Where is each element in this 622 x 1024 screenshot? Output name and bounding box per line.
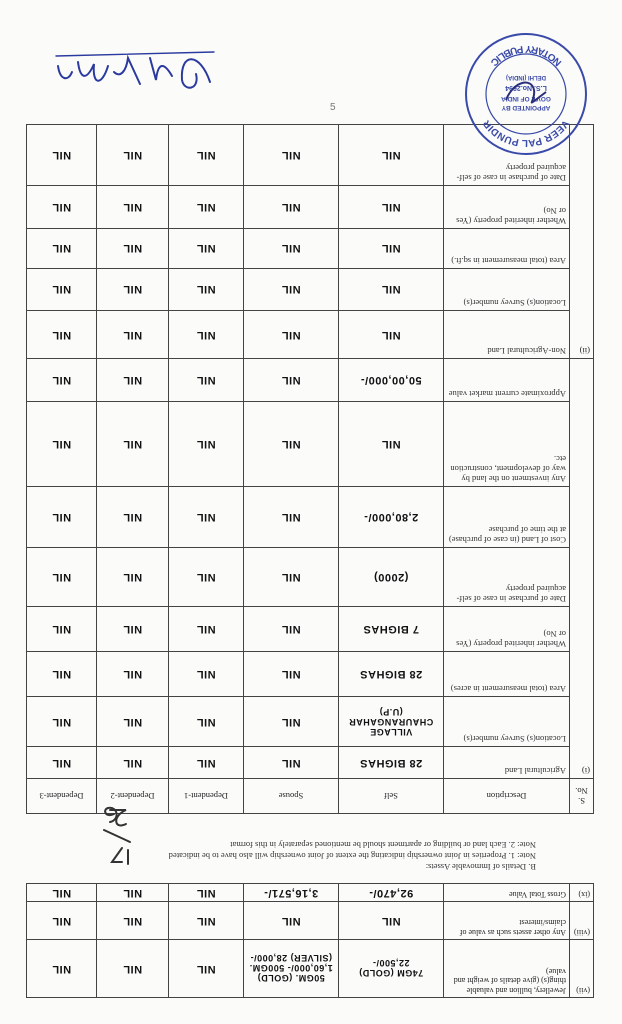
table-row (27, 359, 594, 402)
table-row (27, 486, 594, 547)
dep1-value: NIL (169, 548, 244, 607)
row-description: Area (total measurement in sq.ft.) (444, 228, 570, 268)
header-dependent-1: Dependent-1 (169, 779, 244, 814)
note-1: Note: 1. Properties in Joint ownership indicating the extent of Joint ownership will also have to be indicated (168, 851, 536, 861)
dep2-value: NIL (97, 228, 169, 268)
dep3-value: NIL (27, 747, 97, 779)
dep1-value: NIL (169, 359, 244, 402)
header-dependent-2: Dependent-2 (97, 779, 169, 814)
table-row (27, 186, 594, 229)
movable-assets-table (26, 883, 594, 998)
dep3-value: NIL (27, 268, 97, 311)
stamp-center-2: GOVT. OF INDIA (501, 95, 551, 102)
dep2-value: NIL (97, 651, 169, 696)
table-row (27, 268, 594, 311)
self-value: (2000) (339, 548, 444, 607)
note-2: Note: 2. Each land or building or apartment should be mentioned separately in this format (230, 840, 536, 850)
dep3-value: NIL (27, 651, 97, 696)
row-description: Date of purchase in case of self-acquired property (444, 125, 570, 186)
spouse-value: NIL (244, 606, 339, 651)
self-value: NIL (339, 902, 444, 940)
spouse-value: NIL (244, 486, 339, 547)
row-number: (viii) (570, 902, 594, 940)
section-number: (i) (570, 359, 594, 779)
row-number: (ix) (570, 884, 594, 902)
dep1-value: NIL (169, 696, 244, 747)
row-description: Location(s) Survey number(s) (444, 268, 570, 311)
table-row (27, 940, 594, 998)
row-description: Date of purchase in case of self-acquired property (444, 548, 570, 607)
spouse-value: NIL (244, 651, 339, 696)
dep3-value: NIL (27, 311, 97, 359)
dep3-value: NIL (27, 186, 97, 229)
dep2-value: NIL (97, 401, 169, 486)
row-description: Gross Total Value (444, 884, 570, 902)
dep1-value: NIL (169, 651, 244, 696)
dep3-value: NIL (27, 228, 97, 268)
dep2-value: NIL (97, 186, 169, 229)
spouse-value: 3,16,571/- (244, 884, 339, 902)
notary-stamp (462, 30, 590, 158)
row-description: Whether inherited property (Yes or No) (444, 606, 570, 651)
table-row (27, 747, 594, 779)
table-row (27, 651, 594, 696)
spouse-value: NIL (244, 228, 339, 268)
dep2-value: NIL (97, 747, 169, 779)
dep3-value: NIL (27, 940, 97, 998)
dep2-value: NIL (97, 486, 169, 547)
row-description: Location(s) Survey number(s) (444, 696, 570, 747)
row-description: Area (total measurement in acres) (444, 651, 570, 696)
spouse-value: 50GM. (GOLD) 1,60,000/- 500GM.(SILVER) 28,000/- (244, 940, 339, 998)
row-description: Any investment on the land by way of development, construction etc. (444, 401, 570, 486)
table-row (27, 228, 594, 268)
header-sno: S. No. (570, 779, 594, 814)
stamp-city: DELHI (INDIA) (506, 74, 546, 80)
dep1-value: NIL (169, 486, 244, 547)
self-value: 50,00,000/- (339, 359, 444, 402)
table-row (27, 884, 594, 902)
dep3-value: NIL (27, 401, 97, 486)
header-spouse: Spouse (244, 779, 339, 814)
dep2-value: NIL (97, 125, 169, 186)
row-description: Non-Agricultural Land (444, 311, 570, 359)
table-row (27, 401, 594, 486)
self-value: 28 BIGHAS (339, 747, 444, 779)
dep1-value: NIL (169, 747, 244, 779)
dep3-value: NIL (27, 606, 97, 651)
immovable-assets-table (26, 124, 594, 814)
row-description: Whether inherited property (Yes or No) (444, 186, 570, 229)
header-dependent-3: Dependent-3 (27, 779, 97, 814)
spouse-value: NIL (244, 401, 339, 486)
self-value: 74GM (GOLD) 22,500/- (339, 940, 444, 998)
row-description: Jewellery, bullion and valuable thing(s) (give details of weight and value) (444, 940, 570, 998)
table-row (27, 902, 594, 940)
spouse-value: NIL (244, 186, 339, 229)
dep1-value: NIL (169, 884, 244, 902)
dep2-value: NIL (97, 359, 169, 402)
dep1-value: NIL (169, 268, 244, 311)
stamp-bottom-text: NOTARY PUBLIC (487, 42, 565, 68)
dep3-value: NIL (27, 486, 97, 547)
self-value: VILLAGE CHAURANGAHAR (U.P) (339, 696, 444, 747)
spouse-value: NIL (244, 268, 339, 311)
dep1-value: NIL (169, 311, 244, 359)
self-value: NIL (339, 125, 444, 186)
section-number: (ii) (570, 125, 594, 359)
dep3-value: NIL (27, 902, 97, 940)
table-row (27, 606, 594, 651)
stamp-center-1: APPOINTED BY (501, 104, 551, 111)
table-row (27, 311, 594, 359)
dep1-value: NIL (169, 125, 244, 186)
page-number: 5 (330, 102, 336, 113)
row-description: Cost of Land (in case of purchase) at the time of purchase (444, 486, 570, 547)
self-value: NIL (339, 401, 444, 486)
self-value: NIL (339, 268, 444, 311)
self-value: 92,470/- (339, 884, 444, 902)
dep3-value: NIL (27, 548, 97, 607)
dep3-value: NIL (27, 884, 97, 902)
self-value: NIL (339, 311, 444, 359)
dep1-value: NIL (169, 186, 244, 229)
dep2-value: NIL (97, 940, 169, 998)
table-row (27, 696, 594, 747)
dep3-value: NIL (27, 359, 97, 402)
spouse-value: NIL (244, 902, 339, 940)
self-value: 7 BIGHAS (339, 606, 444, 651)
row-description: Any other assets such as value of claims/interest (444, 902, 570, 940)
dep1-value: NIL (169, 902, 244, 940)
self-value: 2,80,000/- (339, 486, 444, 547)
dep2-value: NIL (97, 311, 169, 359)
dep1-value: NIL (169, 228, 244, 268)
stamp-top-text: VEER PAL PUNDIR (481, 117, 571, 149)
dep2-value: NIL (97, 548, 169, 607)
dep3-value: NIL (27, 125, 97, 186)
signature (50, 42, 220, 102)
spouse-value: NIL (244, 696, 339, 747)
dep2-value: NIL (97, 884, 169, 902)
dep1-value: NIL (169, 940, 244, 998)
self-value: 28 BIGHAS (339, 651, 444, 696)
self-value: NIL (339, 228, 444, 268)
spouse-value: NIL (244, 125, 339, 186)
section-heading: B. Details of Immovable Assets: (425, 862, 536, 872)
row-number: (vii) (570, 940, 594, 998)
dep2-value: NIL (97, 268, 169, 311)
dep1-value: NIL (169, 606, 244, 651)
spouse-value: NIL (244, 311, 339, 359)
spouse-value: NIL (244, 359, 339, 402)
dep3-value: NIL (27, 696, 97, 747)
row-description: Agricultural Land (444, 747, 570, 779)
table-row (27, 548, 594, 607)
dep1-value: NIL (169, 401, 244, 486)
page-initials (96, 800, 136, 870)
dep2-value: NIL (97, 696, 169, 747)
header-self: Self (339, 779, 444, 814)
row-description: Approximate current market value (444, 359, 570, 402)
spouse-value: NIL (244, 548, 339, 607)
self-value: NIL (339, 186, 444, 229)
dep2-value: NIL (97, 606, 169, 651)
dep2-value: NIL (97, 902, 169, 940)
spouse-value: NIL (244, 747, 339, 779)
stamp-reg: L.S. No.2694 (505, 84, 547, 91)
header-description: Description (444, 779, 570, 814)
